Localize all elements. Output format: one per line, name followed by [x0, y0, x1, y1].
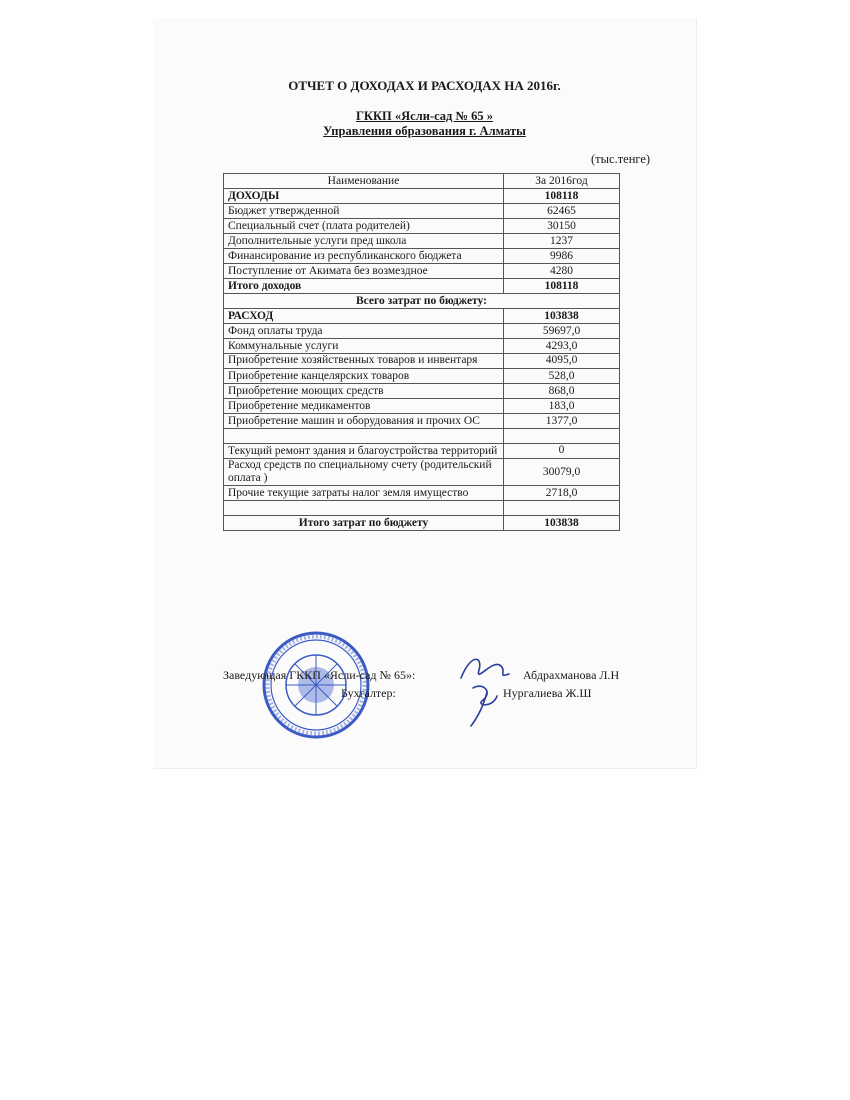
row-value: 30079,0 [504, 459, 620, 486]
accountant-signature-label: Бухгалтер: [341, 686, 396, 700]
row-name: Финансирование из республиканского бюджета [224, 249, 504, 264]
table-row [224, 384, 620, 399]
table-header-row [224, 174, 620, 189]
row-value: 528,0 [504, 369, 620, 384]
official-seal-icon [261, 630, 371, 740]
table-spacer-row [224, 501, 620, 516]
table-row [224, 309, 620, 324]
currency-unit: (тыс.тенге) [591, 152, 651, 166]
row-name: Расход средств по специальному счету (родительский оплата ) [224, 459, 504, 486]
row-value: 183,0 [504, 399, 620, 414]
table-row [224, 444, 620, 459]
table-row [224, 354, 620, 369]
row-name: Текущий ремонт здания и благоустройства территорий [224, 444, 504, 459]
row-value: 1237 [504, 234, 620, 249]
table-row [224, 486, 620, 501]
table-row [224, 204, 620, 219]
row-value: 103838 [504, 516, 620, 531]
row-value: 108118 [504, 279, 620, 294]
table-row [224, 249, 620, 264]
row-value: 59697,0 [504, 324, 620, 339]
table-total-row [224, 516, 620, 531]
row-value: 4280 [504, 264, 620, 279]
scanned-document-page [153, 18, 697, 769]
row-name: Итого затрат по бюджету [224, 516, 504, 531]
header-name: Наименование [224, 174, 504, 189]
report-title: ОТЧЕТ О ДОХОДАХ И РАСХОДАХ НА 2016г. [288, 78, 561, 93]
head-signature-name: Абдрахманова Л.Н [523, 668, 620, 682]
row-value: 1377,0 [504, 414, 620, 429]
organization-name: ГККП «Ясли-сад № 65 » [355, 109, 494, 123]
table-row [224, 459, 620, 486]
table-spacer-row [224, 429, 620, 444]
table-row [224, 219, 620, 234]
row-name: ДОХОДЫ [224, 189, 504, 204]
row-name: Всего затрат по бюджету: [224, 294, 620, 309]
row-name: Бюджет утвержденной [224, 204, 504, 219]
table-row [224, 399, 620, 414]
row-value: 4293,0 [504, 339, 620, 354]
table-row [224, 339, 620, 354]
table-row [224, 189, 620, 204]
head-signature-label: Заведующая ГККП «Ясли-сад № 65»: [223, 668, 416, 682]
row-value: 30150 [504, 219, 620, 234]
row-name: Коммунальные услуги [224, 339, 504, 354]
table-row [224, 279, 620, 294]
row-name: Фонд оплаты труда [224, 324, 504, 339]
row-name: Приобретение хозяйственных товаров и инвентаря [224, 354, 504, 369]
row-name: Приобретение моющих средств [224, 384, 504, 399]
row-name: РАСХОД [224, 309, 504, 324]
row-value: 9986 [504, 249, 620, 264]
row-name: Прочие текущие затраты налог земля имущество [224, 486, 504, 501]
row-name: Специальный счет (плата родителей) [224, 219, 504, 234]
table-row [224, 264, 620, 279]
row-value: 62465 [504, 204, 620, 219]
row-value: 103838 [504, 309, 620, 324]
table-row [224, 369, 620, 384]
header-period: За 2016год [504, 174, 620, 189]
row-value: 4095,0 [504, 354, 620, 369]
table-section-row [224, 294, 620, 309]
table-row [224, 414, 620, 429]
row-value: 2718,0 [504, 486, 620, 501]
organization-department: Управления образования г. Алматы [323, 124, 526, 138]
accountant-signature-name: Нургалиева Ж.Ш [503, 686, 592, 700]
row-name: Приобретение машин и оборудования и прочих ОС [224, 414, 504, 429]
row-name: Приобретение канцелярских товаров [224, 369, 504, 384]
row-name: Приобретение медикаментов [224, 399, 504, 414]
row-value: 108118 [504, 189, 620, 204]
income-expense-table [223, 173, 620, 531]
table-row [224, 234, 620, 249]
row-name: Дополнительные услуги пред школа [224, 234, 504, 249]
row-name: Итого доходов [224, 279, 504, 294]
row-value: 868,0 [504, 384, 620, 399]
row-value: 0 [504, 444, 620, 459]
row-name: Поступление от Акимата без возмездное [224, 264, 504, 279]
table-row [224, 324, 620, 339]
